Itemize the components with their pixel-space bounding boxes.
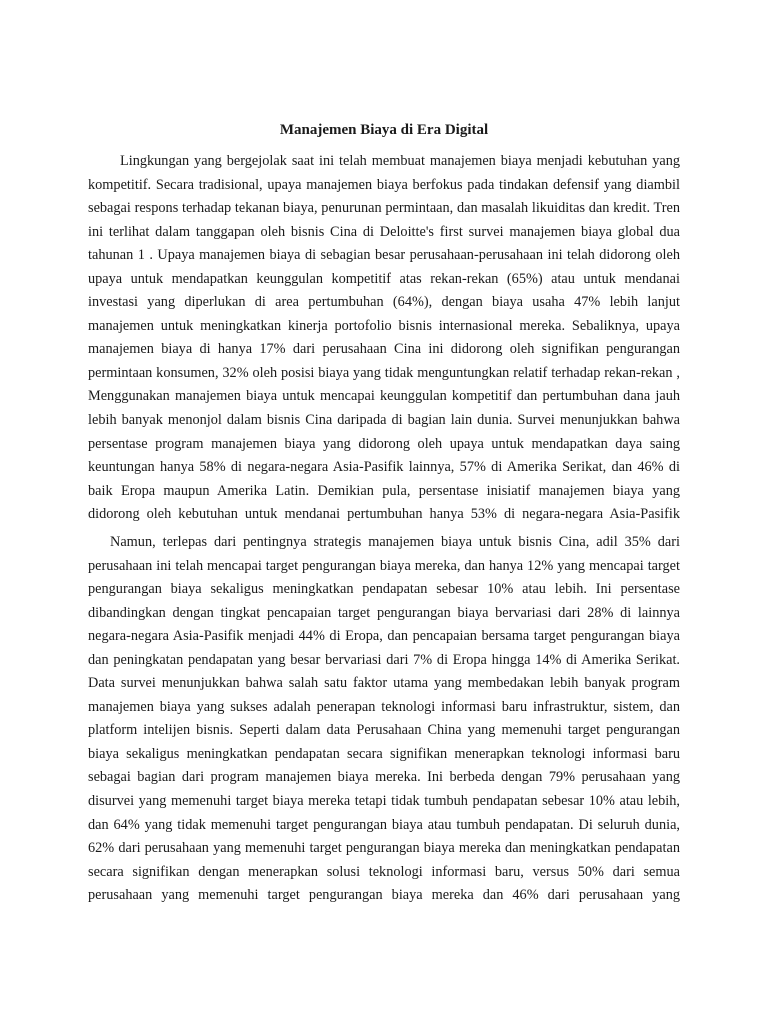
body-paragraph-1: Lingkungan yang bergejolak saat ini telah membuat manajemen biaya menjadi kebutuhan yang kompetitif. Secara tradisional, upaya manajemen biaya berfokus pada tindakan defensif yang diambil sebagai respons terhadap tekanan biaya, penurunan permintaan, dan masalah likuiditas dan kredit. Tren ini terlihat dalam tanggapan oleh bisnis Cina di Deloitte's first survei manajemen biaya global dua tahunan 1 . Upaya manajemen biaya di sebagian besar perusahaan-perusahaan ini telah didorong oleh upaya untuk mendapatkan keunggulan kompetitif atas rekan-rekan (65%) atau untuk mendanai investasi yang diperlukan di area pertumbuhan (64%), dengan biaya usaha 47% lebih lanjut manajemen untuk meningkatkan kinerja portofolio bisnis internasional mereka. Sebaliknya, upaya manajemen biaya di hanya 17% dari perusahaan Cina ini didorong oleh signifikan pengurangan permintaan konsumen, 32% oleh posisi biaya yang tidak menguntungkan relatif terhadap rekan-rekan , Menggunakan manajemen biaya untuk mencapai keunggulan kompetitif dan pertumbuhan dana jauh lebih banyak menonjol dalam bisnis Cina daripada di bagian lain dunia. Survei menunjukkan bahwa persentase program manajemen biaya yang didorong oleh upaya untuk mendapatkan daya saing keuntungan hanya 58% di negara-negara Asia-Pasifik lainnya, 57% di Amerika Serikat, dan 46% di baik Eropa maupun Amerika Latin. Demikian pula, persentase inisiatif manajemen biaya yang didorong oleh kebutuhan untuk mendanai pertumbuhan hanya 53% di negara-negara Asia-Pasifik [88, 153, 680, 523]
document-title: Manajemen Biaya di Era Digital [279, 122, 489, 138]
body-paragraph-2: Namun, terlepas dari pentingnya strategis manajemen biaya untuk bisnis Cina, adil 35% dari perusahaan ini telah mencapai target pengurangan biaya mereka, dan hanya 12% yang mencapai target pengurangan biaya sekaligus meningkatkan pendapatan sebesar 10% atau lebih. Ini persentase dibandingkan dengan tingkat pencapaian target pengurangan biaya bervariasi dari 28% di lainnya negara-negara Asia-Pasifik menjadi 44% di Eropa, dan pencapaian bersama target pengurangan biaya dan peningkatan pendapatan yang besar bervariasi dari 7% di Eropa hingga 14% di Amerika Serikat. Data survei menunjukkan bahwa salah satu faktor utama yang membedakan lebih banyak program manajemen biaya yang sukses adalah penerapan teknologi informasi baru infrastruktur, sistem, dan platform intelijen bisnis. Seperti dalam data Perusahaan China yang memenuhi target pengurangan biaya sekaligus meningkatkan pendapatan secara signifikan menerapkan teknologi informasi baru sebagai bagian dari program manajemen biaya mereka. Ini berbeda dengan 79% perusahaan yang disurvei yang memenuhi target biaya mereka tetapi tidak tumbuh pendapatan sebesar 10% atau lebih, dan 64% yang tidak memenuhi target pengurangan biaya atau tumbuh pendapatan. Di seluruh dunia, 62% dari perusahaan yang memenuhi target pengurangan biaya mereka dan meningkatkan pendapatan secara signifikan dengan menerapkan solusi teknologi informasi baru, versus 50% dari semua perusahaan yang memenuhi target pengurangan biaya mereka dan 46% dari perusahaan yang [88, 534, 680, 904]
